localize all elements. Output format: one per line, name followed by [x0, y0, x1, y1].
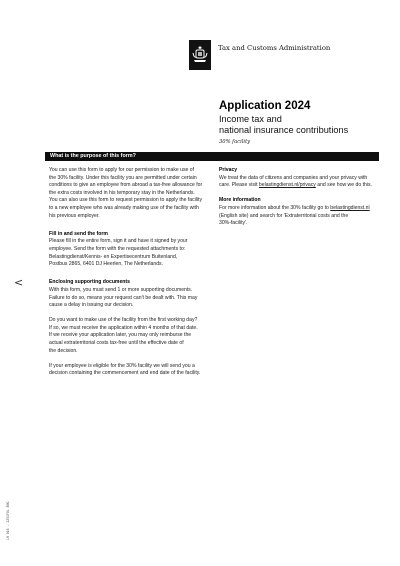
privacy-link[interactable]: belastingdienst.nl/privacy: [258, 182, 316, 189]
form-subtitle: [219, 114, 389, 136]
text-line: You can also use this form to request permission to apply the facility: [49, 197, 202, 204]
chevron-left-icon: <: [14, 276, 24, 289]
docs-heading: Enclosing supporting documents: [49, 279, 130, 286]
docs-paragraph: [49, 287, 212, 310]
subtitle-line: Income tax and: [219, 114, 282, 124]
logo: [189, 40, 211, 70]
text-line: For more information about the 30% facility go to: [219, 204, 331, 211]
text-line: Please fill in the entire form, sign it and have it signed by your: [49, 238, 188, 245]
text-line: (English site) and search for 'Extraterritorial costs and the: [219, 212, 349, 219]
text-line: 30%-facility'.: [219, 220, 248, 227]
text-line: Belastingdienst/Kennis- en Expertisecentrum Buitenland,: [49, 253, 178, 260]
text-line: to a new employee who was already making use of the facility with: [49, 204, 199, 211]
text-line: conditions to give an employee from abroad a tax-free allowance for: [49, 182, 203, 189]
text-line: and see how we do this.: [315, 182, 372, 189]
text-line: Do you want to make use of the facility from the first working day?: [49, 317, 198, 324]
text-line: With this form, you must send 1 or more supporting documents.: [49, 286, 193, 293]
form-title: Application 2024: [219, 100, 311, 112]
privacy-heading: Privacy: [219, 167, 238, 173]
belastingdienst-link[interactable]: belastingdienst.nl: [330, 204, 370, 211]
text-line: care. Please visit: [219, 182, 259, 189]
left-column: [49, 167, 212, 386]
text-line: You can use this form to apply for our permission to make use of: [49, 167, 195, 173]
right-column: [219, 167, 381, 235]
subtitle-line: national insurance contributions: [219, 125, 349, 135]
more-info-heading: More information: [219, 197, 261, 204]
form-code: LH 016 - 1Z51FOL ENG: [6, 501, 10, 540]
text-line: If so, we must receive the application within 4 months of that date.: [49, 324, 198, 331]
royal-coat-of-arms-icon: [191, 45, 209, 65]
text-line: decision containing the commencement and end date of the facility.: [49, 370, 201, 377]
facility-label: 30% facility: [219, 139, 251, 145]
text-line: Failure to do so, means your request can't be dealt with. This may: [49, 294, 198, 301]
privacy-paragraph: [219, 175, 381, 190]
intro-paragraph: [49, 167, 212, 220]
text-line: the decision.: [49, 347, 78, 354]
more-info-paragraph: [219, 205, 381, 228]
section-title: What is the purpose of this form?: [50, 153, 136, 159]
text-line: the 30% facility. Under this facility you are permitted under certain: [49, 174, 197, 181]
text-line: cause a delay in issuing our decision.: [49, 302, 134, 309]
text-line: his previous employer.: [49, 212, 100, 219]
text-line: employee. Send the form with the requested attachments to:: [49, 245, 186, 252]
eligible-paragraph: [49, 363, 212, 378]
fill-heading: Fill in and send the form: [49, 230, 108, 237]
section-header: [45, 152, 379, 161]
text-line: actual extraterritorial costs tax-free until the effective date of: [49, 340, 184, 347]
text-line: We treat the data of citizens and companies and your privacy with: [219, 174, 368, 181]
text-line: If your employee is eligible for the 30% facility we will send you a: [49, 362, 195, 369]
agency-name: Tax and Customs Administration: [218, 44, 331, 52]
text-line: If we receive your application later, you may only reimburse the: [49, 332, 192, 339]
text-line: Postbus 2865, 6401 DJ Heerlen, The Netherlands.: [49, 261, 164, 268]
first-day-paragraph: [49, 317, 212, 355]
fill-paragraph: [49, 238, 212, 268]
text-line: the extra costs involved in his temporary stay in the Netherlands.: [49, 189, 195, 196]
